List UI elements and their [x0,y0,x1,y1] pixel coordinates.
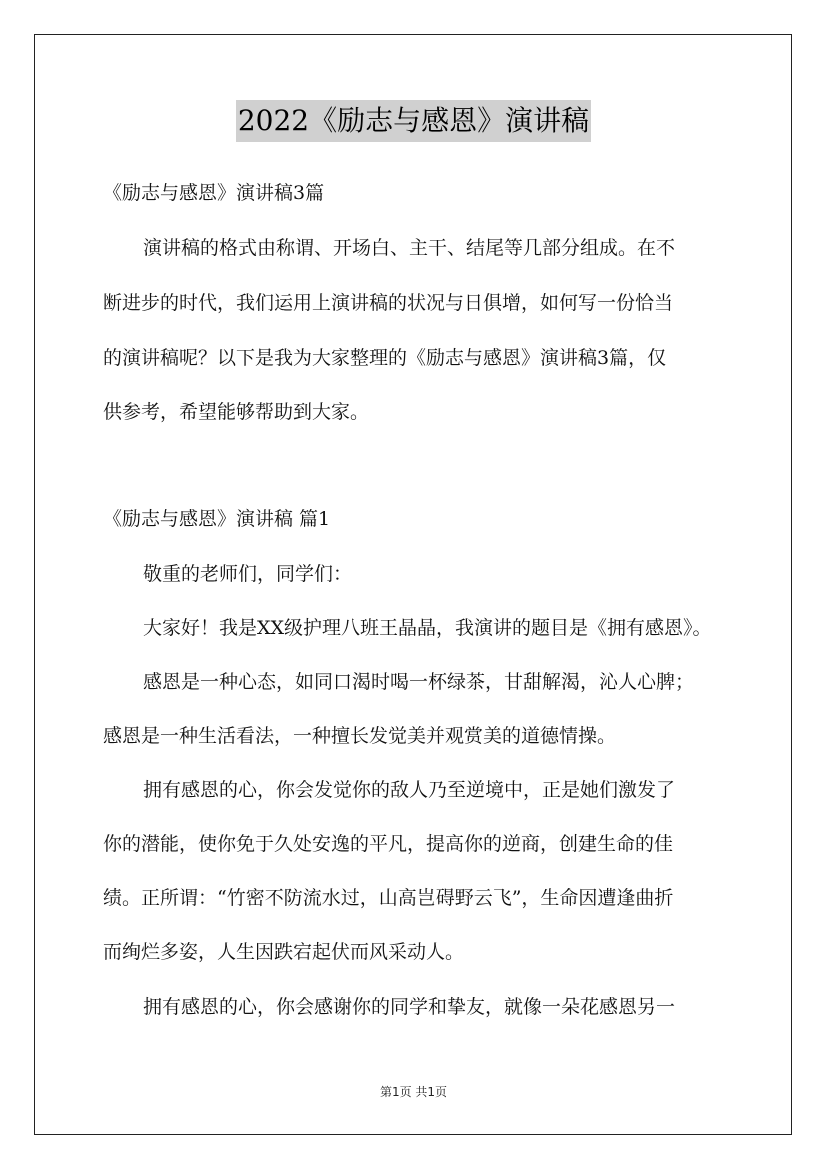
body-line: 大家好！我是XX级护理八班王晶晶，我演讲的题目是《拥有感恩》。 [143,617,712,639]
body-line: 拥有感恩的心，你会发觉你的敌人乃至逆境中，正是她们激发了 [143,779,676,801]
body-line: 敬重的老师们，同学们： [143,563,353,585]
body-line: 感恩是一种心态，如同口渴时喝一杯绿茶，甘甜解渴，沁人心脾； [143,671,695,693]
intro-line: 断进步的时代，我们运用上演讲稿的状况与日俱增，如何写一份恰当 [103,292,674,314]
intro-line: 的演讲稿呢？以下是我为大家整理的《励志与感恩》演讲稿3篇，仅 [103,347,667,369]
document-title: 2022《励志与感恩》演讲稿 [236,100,591,142]
page-footer: 第1页 共1页 [379,1085,448,1099]
title-wrap [0,100,827,142]
body-line: 感恩是一种生活看法，一种擅长发觉美并观赏美的道德情操。 [103,725,617,747]
section-heading: 《励志与感恩》演讲稿 篇1 [103,508,331,530]
body-line: 你的潜能，使你免于久处安逸的平凡，提高你的逆商，创建生命的佳 [103,833,674,855]
body-line: 而绚烂多姿，人生因跌宕起伏而风采动人。 [103,941,465,963]
body-line: 绩。正所谓：“竹密不防流水过，山高岂碍野云飞”，生命因遭逢曲折 [103,887,674,909]
subtitle: 《励志与感恩》演讲稿3篇 [103,182,325,204]
body-line: 拥有感恩的心，你会感谢你的同学和挚友，就像一朵花感恩另一 [143,996,676,1018]
intro-line: 演讲稿的格式由称谓、开场白、主干、结尾等几部分组成。在不 [143,237,676,259]
intro-line: 供参考，希望能够帮助到大家。 [103,401,370,423]
